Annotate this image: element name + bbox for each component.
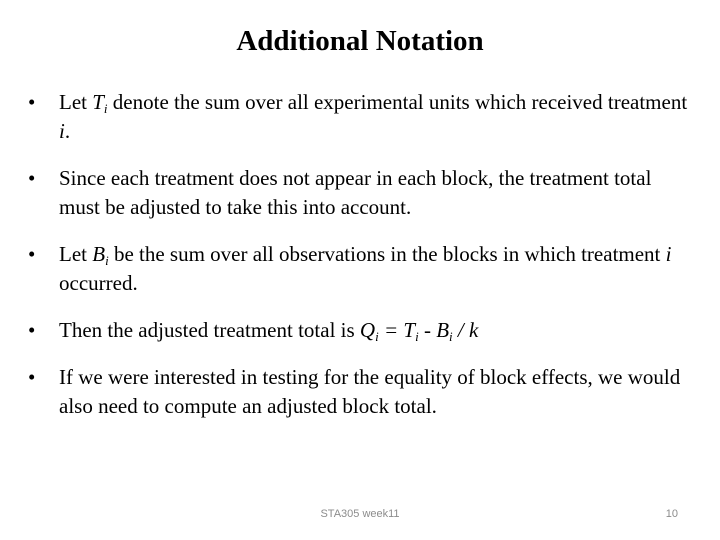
text-run: .: [64, 119, 71, 143]
operator: =: [378, 318, 404, 342]
bullet-symbol: •: [28, 242, 36, 266]
variable: T: [92, 90, 104, 114]
bullet-text: If we were interested in testing for the equality of block effects, we would also need to compute an adjusted block total.: [59, 365, 681, 418]
bullet-symbol: •: [28, 90, 36, 114]
text-run: be the sum over all observations in the blocks in which treatment: [108, 242, 666, 266]
footer-label: STA305 week11: [320, 508, 400, 520]
subscript: i: [375, 329, 379, 344]
subscript: i: [103, 101, 108, 116]
bullet-item: [26, 88, 696, 146]
operator: -: [418, 318, 437, 342]
operator: /: [452, 318, 469, 342]
variable: Q: [359, 318, 376, 342]
bullet-symbol: •: [28, 318, 36, 342]
slide-title: Additional Notation: [236, 25, 484, 57]
variable: B: [92, 242, 106, 266]
variable: i: [665, 242, 672, 266]
bullet-item: [26, 363, 696, 421]
text-run: Let: [59, 242, 93, 266]
bullet-text: [59, 240, 696, 298]
text-run: occurred.: [59, 271, 138, 295]
bullet-item: [26, 316, 696, 345]
text-run: Let: [59, 90, 93, 114]
bullet-text: [59, 88, 696, 146]
bullet-symbol: •: [28, 166, 36, 190]
subscript: i: [105, 253, 109, 268]
variable: T: [403, 318, 416, 342]
subscript: i: [449, 329, 453, 344]
variable: k: [469, 318, 479, 342]
bullet-list: [26, 88, 696, 421]
variable: B: [436, 318, 450, 342]
subscript: i: [415, 329, 419, 344]
formula: [360, 318, 478, 342]
page-number: 10: [665, 508, 678, 520]
text-run: Then the adjusted treatment total is: [59, 318, 360, 342]
text-run: denote the sum over all experimental units which received treatment: [107, 90, 688, 114]
bullet-text: Since each treatment does not appear in each block, the treatment total must be adjusted to take this into account.: [59, 166, 652, 219]
bullet-symbol: •: [28, 365, 36, 389]
bullet-item: [26, 240, 696, 298]
bullet-text: [59, 316, 696, 345]
variable: i: [59, 119, 65, 143]
bullet-item: [26, 164, 696, 222]
